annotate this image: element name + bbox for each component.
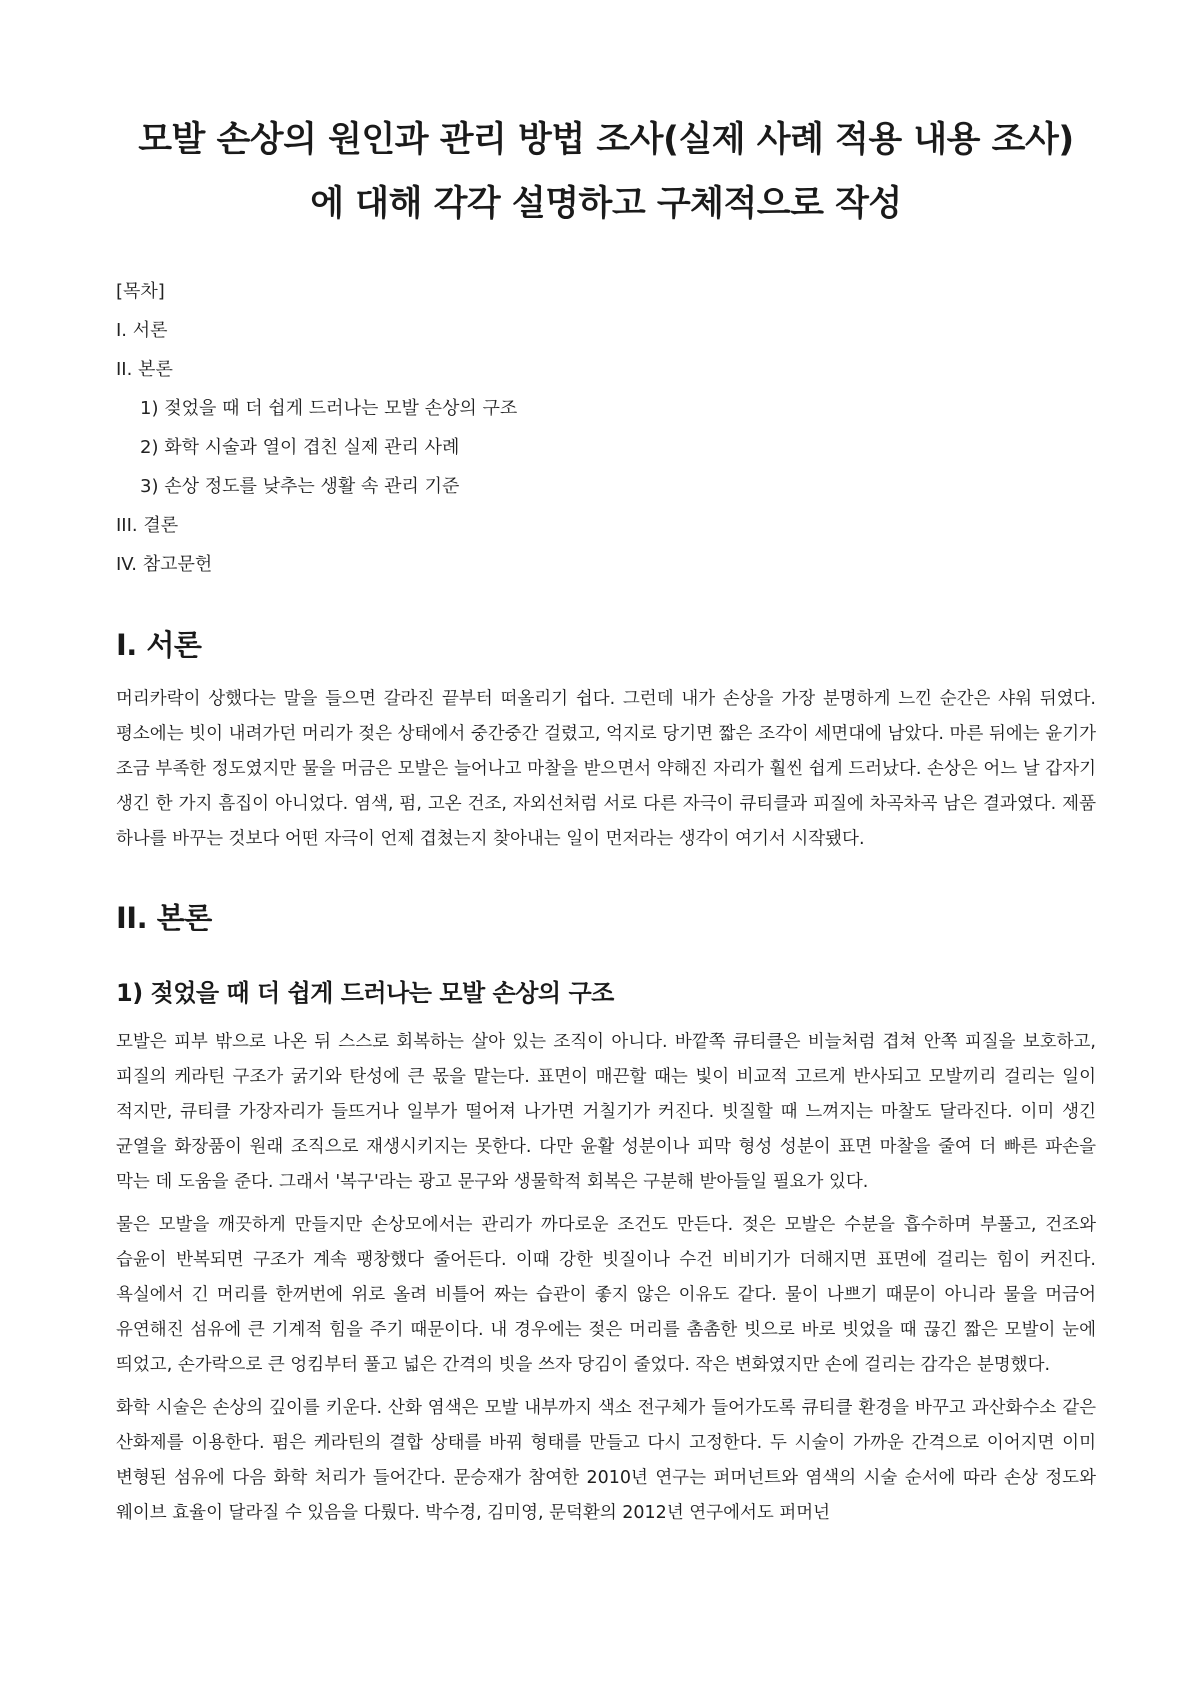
section-1-paragraph-1: 모발은 피부 밖으로 나온 뒤 스스로 회복하는 살아 있는 조직이 아니다. 바깥쪽 큐티클은 비늘처럼 겹쳐 안쪽 피질을 보호하고, 피질의 케라틴 구조가 굵기와 탄성에 큰 몫을 맡는다. 표면이 매끈할 때는 빛이 비교적 고르게 반사되고 모발끼리 걸리는 일이 적지만, 큐티클 가장자리가 들뜨거나 일부가 떨어져 나가면 거칠기가 커진다. 빗질할 때 느껴지는 마찰도 달라진다. 이미 생긴 균열을 화장품이 원래 조직으로 재생시키지는 못한다. 다만 윤활 성분이나 피막 형성 성분이 표면 마찰을 줄여 더 빠른 파손을 막는 데 도움을 준다. 그래서 '복구'라는 광고 문구와 생물학적 회복은 구분해 받아들일 필요가 있다.	[116, 1032, 1096, 1192]
toc-item-references: IV. 참고문헌	[116, 554, 213, 575]
toc-heading: [목차]	[116, 281, 165, 302]
body-heading: II. 본론	[116, 901, 212, 935]
toc-item-body: II. 본론	[116, 359, 173, 380]
title-line-2: 에 대해 각각 설명하고 구체적으로 작성	[310, 184, 902, 224]
section-1-paragraph-3: 화학 시술은 손상의 깊이를 키운다. 산화 염색은 모발 내부까지 색소 전구체가 들어가도록 큐티클 환경을 바꾸고 과산화수소 같은 산화제를 이용한다. 펌은 케라틴의 결합 상태를 바꿔 형태를 만들고 다시 고정한다. 두 시술이 가까운 간격으로 이어지면 이미 변형된 섬유에 다음 화학 처리가 들어간다. 문승재가 참여한 2010년 연구는 퍼머넌트와 염색의 시술 순서에 따라 손상 정도와 웨이브 효율이 달라질 수 있음을 다뤘다. 박수경, 김미영, 문덕환의 2012년 연구에서도 퍼머넌	[116, 1398, 1096, 1523]
toc-item-body-1: 1) 젖었을 때 더 쉽게 드러나는 모발 손상의 구조	[140, 398, 518, 419]
section-1-paragraph-2: 물은 모발을 깨끗하게 만들지만 손상모에서는 관리가 까다로운 조건도 만든다. 젖은 모발은 수분을 흡수하며 부풀고, 건조와 습윤이 반복되면 구조가 계속 팽창했다 줄어든다. 이때 강한 빗질이나 수건 비비기가 더해지면 표면에 걸리는 힘이 커진다. 욕실에서 긴 머리를 한꺼번에 위로 올려 비틀어 짜는 습관이 좋지 않은 이유도 같다. 물이 나쁘기 때문이 아니라 물을 머금어 유연해진 섬유에 큰 기계적 힘을 주기 때문이다. 내 경우에는 젖은 머리를 촘촘한 빗으로 바로 빗었을 때 끊긴 짧은 모발이 눈에 띄었고, 손가락으로 큰 엉킴부터 풀고 넓은 간격의 빗을 쓰자 당김이 줄었다. 작은 변화였지만 손에 걸리는 감각은 분명했다.	[116, 1215, 1096, 1375]
toc-item-intro: I. 서론	[116, 320, 168, 341]
toc-item-body-2: 2) 화학 시술과 열이 겹친 실제 관리 사례	[140, 437, 460, 458]
toc-item-body-3: 3) 손상 정도를 낮추는 생활 속 관리 기준	[140, 476, 460, 497]
table-of-contents	[116, 272, 1096, 584]
toc-item-conclusion: III. 결론	[116, 515, 179, 536]
title-line-1: 모발 손상의 원인과 관리 방법 조사(실제 사례 적용 내용 조사)	[138, 120, 1074, 160]
intro-paragraph: 머리카락이 상했다는 말을 들으면 갈라진 끝부터 떠올리기 쉽다. 그런데 내가 손상을 가장 분명하게 느낀 순간은 샤워 뒤였다. 평소에는 빗이 내려가던 머리가 젖은 상태에서 중간중간 걸렸고, 억지로 당기면 짧은 조각이 세면대에 남았다. 마른 뒤에는 윤기가 조금 부족한 정도였지만 물을 머금은 모발은 늘어나고 마찰을 받으면서 약해진 자리가 훨씬 쉽게 드러났다. 손상은 어느 날 갑자기 생긴 한 가지 흠집이 아니었다. 염색, 펌, 고온 건조, 자외선처럼 서로 다른 자극이 큐티클과 피질에 차곡차곡 남은 결과였다. 제품 하나를 바꾸는 것보다 어떤 자극이 언제 겹쳤는지 찾아내는 일이 먼저라는 생각이 여기서 시작됐다.	[116, 689, 1096, 849]
document-title	[116, 108, 1096, 236]
section-1-heading: 1) 젖었을 때 더 쉽게 드러나는 모발 손상의 구조	[116, 979, 614, 1007]
intro-heading: I. 서론	[116, 628, 202, 662]
